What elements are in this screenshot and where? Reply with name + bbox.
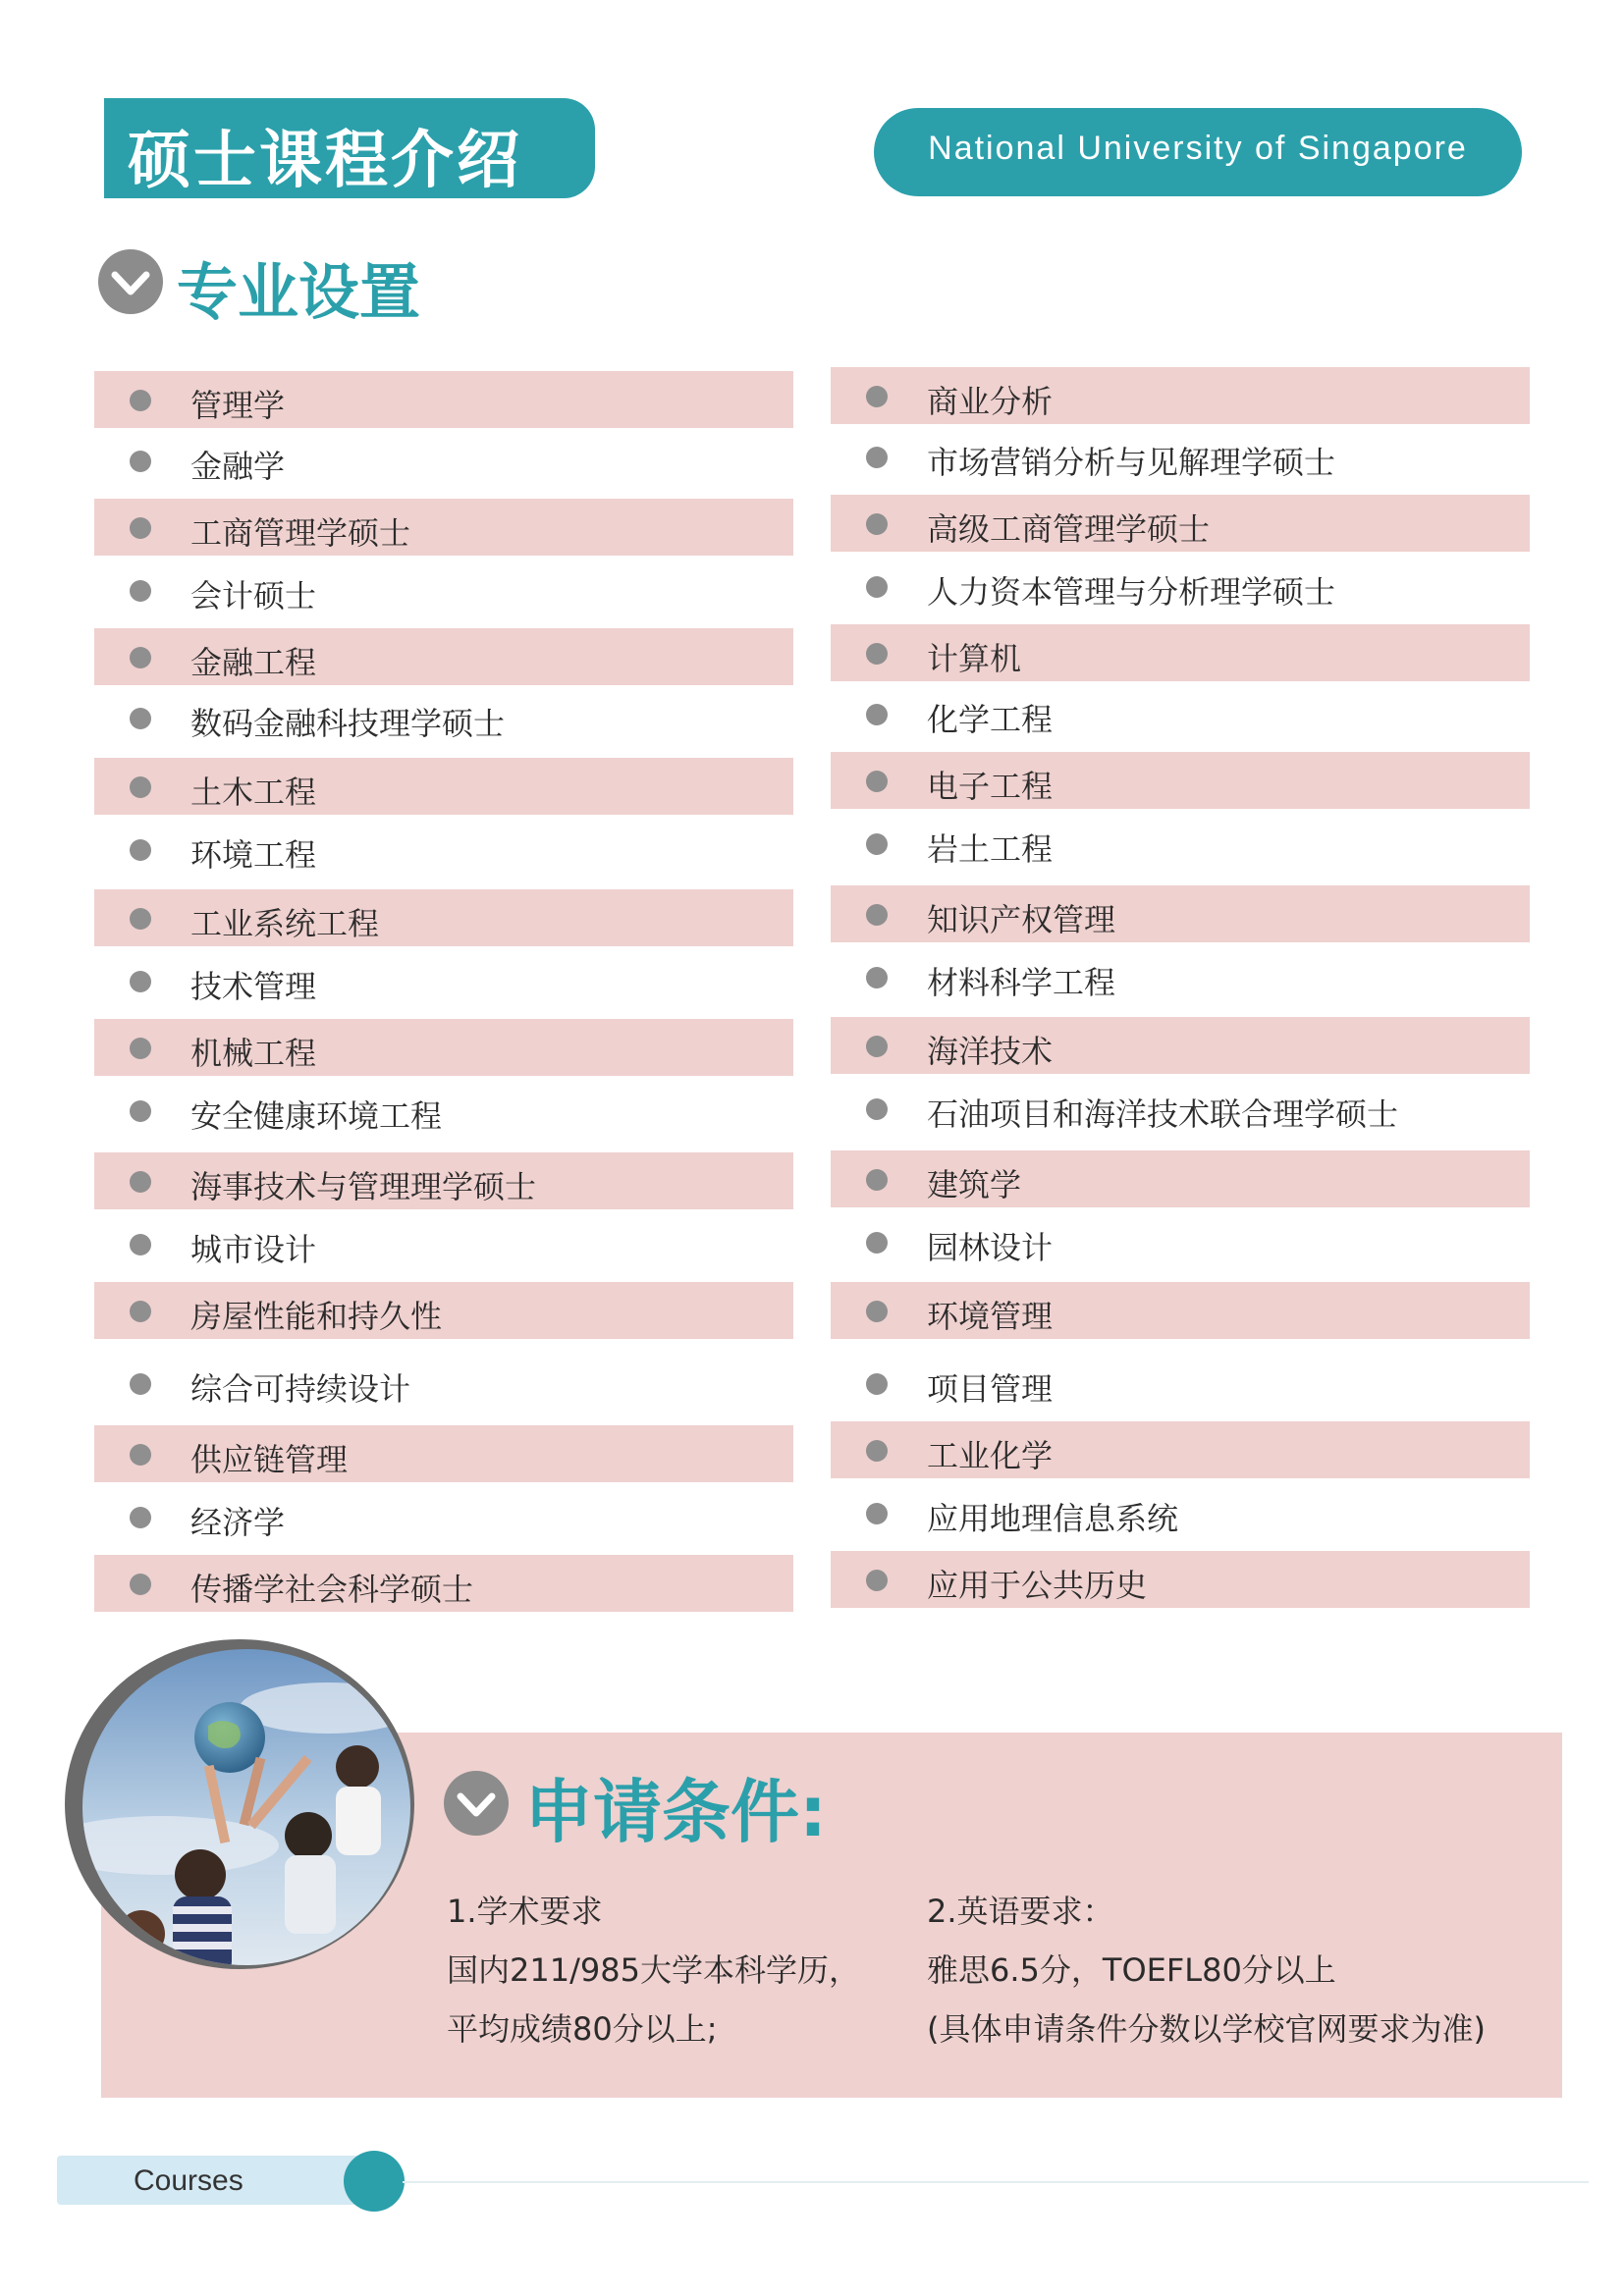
list-item xyxy=(831,428,1530,485)
list-item xyxy=(831,815,1530,872)
list-item xyxy=(831,1484,1530,1541)
list-item xyxy=(94,1555,793,1612)
list-item-label: 计算机 xyxy=(927,640,1022,677)
list-item-label: 数码金融科技理学硕士 xyxy=(190,705,506,742)
bullet-icon xyxy=(866,1036,888,1057)
list-item-label: 金融工程 xyxy=(190,644,317,681)
chevron-down-icon xyxy=(444,1771,509,1836)
list-item xyxy=(94,432,793,489)
list-item xyxy=(831,948,1530,1005)
bullet-icon xyxy=(130,517,151,539)
list-item xyxy=(94,499,793,556)
list-item-label: 工商管理学硕士 xyxy=(190,514,411,552)
list-item-label: 应用于公共历史 xyxy=(927,1567,1148,1604)
bullet-icon xyxy=(866,833,888,855)
university-name: National University of Singapore xyxy=(928,130,1468,167)
academic-line-1: 国内211/985大学本科学历， xyxy=(447,1951,860,1989)
academic-line-2: 平均成绩80分以上; xyxy=(447,2010,718,2048)
bullet-icon xyxy=(866,967,888,988)
list-item-label: 会计硕士 xyxy=(190,577,317,614)
list-item-label: 机械工程 xyxy=(190,1035,317,1072)
list-item xyxy=(831,1551,1530,1608)
list-item-label: 技术管理 xyxy=(190,968,317,1005)
list-item xyxy=(94,628,793,685)
list-item-label: 金融学 xyxy=(190,448,286,485)
bullet-icon xyxy=(130,1038,151,1059)
list-item xyxy=(94,821,793,878)
list-item-label: 化学工程 xyxy=(927,701,1054,738)
bullet-icon xyxy=(130,1100,151,1122)
list-item-label: 海事技术与管理理学硕士 xyxy=(190,1168,537,1205)
list-item-label: 应用地理信息系统 xyxy=(927,1500,1179,1537)
list-item-label: 建筑学 xyxy=(927,1166,1022,1203)
bullet-icon xyxy=(866,513,888,535)
bullet-icon xyxy=(130,776,151,798)
bullet-icon xyxy=(130,908,151,930)
students-globe-photo xyxy=(82,1649,410,1965)
list-item xyxy=(831,1080,1530,1137)
list-item xyxy=(94,889,793,946)
bullet-icon xyxy=(130,451,151,472)
application-title: 申请条件: xyxy=(524,1772,827,1852)
list-item-label: 环境工程 xyxy=(190,836,317,874)
list-item xyxy=(831,685,1530,742)
bullet-icon xyxy=(866,1169,888,1191)
list-item xyxy=(94,371,793,428)
bullet-icon xyxy=(866,1232,888,1254)
english-heading: 2.英语要求： xyxy=(927,1893,1114,1930)
list-item xyxy=(831,1421,1530,1478)
bullet-icon xyxy=(866,704,888,725)
bullet-icon xyxy=(130,1373,151,1395)
list-item xyxy=(831,1017,1530,1074)
bullet-icon xyxy=(866,1098,888,1120)
list-item-label: 传播学社会科学硕士 xyxy=(190,1571,474,1608)
list-item-label: 综合可持续设计 xyxy=(190,1370,411,1408)
list-item-label: 项目管理 xyxy=(927,1370,1054,1408)
bullet-icon xyxy=(130,580,151,602)
list-item-label: 知识产权管理 xyxy=(927,901,1116,938)
list-item xyxy=(831,495,1530,552)
bullet-icon xyxy=(130,647,151,668)
list-item-label: 安全健康环境工程 xyxy=(190,1097,443,1135)
list-item-label: 人力资本管理与分析理学硕士 xyxy=(927,573,1336,611)
bullet-icon xyxy=(130,390,151,411)
list-item-label: 土木工程 xyxy=(190,774,317,811)
list-item-label: 房屋性能和持久性 xyxy=(190,1298,443,1335)
list-item xyxy=(831,1150,1530,1207)
list-item xyxy=(94,952,793,1009)
footer-label: Courses xyxy=(134,2164,244,2197)
list-item xyxy=(94,1282,793,1339)
academic-heading: 1.学术要求 xyxy=(447,1893,603,1930)
bullet-icon xyxy=(130,1574,151,1595)
list-item xyxy=(94,561,793,618)
list-item xyxy=(94,1488,793,1545)
list-item-label: 工业系统工程 xyxy=(190,905,380,942)
list-item-label: 岩土工程 xyxy=(927,830,1054,868)
list-item-label: 城市设计 xyxy=(190,1231,317,1268)
list-item xyxy=(94,758,793,815)
list-item xyxy=(831,1282,1530,1339)
list-item xyxy=(94,689,793,746)
list-item-label: 石油项目和海洋技术联合理学硕士 xyxy=(927,1095,1399,1133)
list-item xyxy=(831,367,1530,424)
list-item-label: 管理学 xyxy=(190,387,286,424)
bullet-icon xyxy=(130,971,151,992)
bullet-icon xyxy=(866,1373,888,1395)
english-line-1: 雅思6.5分，TOEFL80分以上 xyxy=(927,1951,1336,1989)
list-item xyxy=(831,752,1530,809)
footer-tab xyxy=(57,2156,381,2205)
bullet-icon xyxy=(866,576,888,598)
chevron-down-icon xyxy=(98,249,163,314)
list-item-label: 供应链管理 xyxy=(190,1441,349,1478)
bullet-icon xyxy=(866,447,888,468)
bullet-icon xyxy=(130,839,151,861)
majors-title: 专业设置 xyxy=(177,256,421,328)
bullet-icon xyxy=(866,1570,888,1591)
list-item xyxy=(831,885,1530,942)
university-badge xyxy=(874,108,1522,196)
footer-dot xyxy=(344,2151,405,2212)
list-item xyxy=(94,1215,793,1272)
title-banner xyxy=(104,98,595,198)
list-item-label: 海洋技术 xyxy=(927,1033,1054,1070)
bullet-icon xyxy=(130,1301,151,1322)
list-item xyxy=(94,1019,793,1076)
footer-divider xyxy=(403,2181,1589,2183)
bullet-icon xyxy=(130,1444,151,1466)
bullet-icon xyxy=(866,904,888,926)
bullet-icon xyxy=(866,386,888,407)
list-item xyxy=(94,1355,793,1412)
list-item-label: 电子工程 xyxy=(927,768,1054,805)
english-line-2: (具体申请条件分数以学校官网要求为准) xyxy=(927,2010,1486,2048)
bullet-icon xyxy=(866,1301,888,1322)
list-item xyxy=(831,1213,1530,1270)
list-item xyxy=(831,624,1530,681)
bullet-icon xyxy=(130,1234,151,1255)
list-item xyxy=(94,1152,793,1209)
list-item-label: 市场营销分析与见解理学硕士 xyxy=(927,444,1336,481)
page-title: 硕士课程介绍 xyxy=(128,125,522,197)
list-item-label: 商业分析 xyxy=(927,383,1054,420)
bullet-icon xyxy=(866,771,888,792)
list-item xyxy=(831,1355,1530,1412)
bullet-icon xyxy=(866,1503,888,1524)
list-item xyxy=(94,1425,793,1482)
list-item xyxy=(94,1082,793,1139)
list-item-label: 环境管理 xyxy=(927,1298,1054,1335)
bullet-icon xyxy=(866,643,888,665)
list-item-label: 园林设计 xyxy=(927,1229,1054,1266)
list-item xyxy=(831,558,1530,614)
list-item-label: 材料科学工程 xyxy=(927,964,1116,1001)
list-item-label: 工业化学 xyxy=(927,1437,1054,1474)
bullet-icon xyxy=(130,1171,151,1193)
bullet-icon xyxy=(130,1507,151,1528)
bullet-icon xyxy=(130,708,151,729)
list-item-label: 高级工商管理学硕士 xyxy=(927,510,1211,548)
bullet-icon xyxy=(866,1440,888,1462)
list-item-label: 经济学 xyxy=(190,1504,286,1541)
